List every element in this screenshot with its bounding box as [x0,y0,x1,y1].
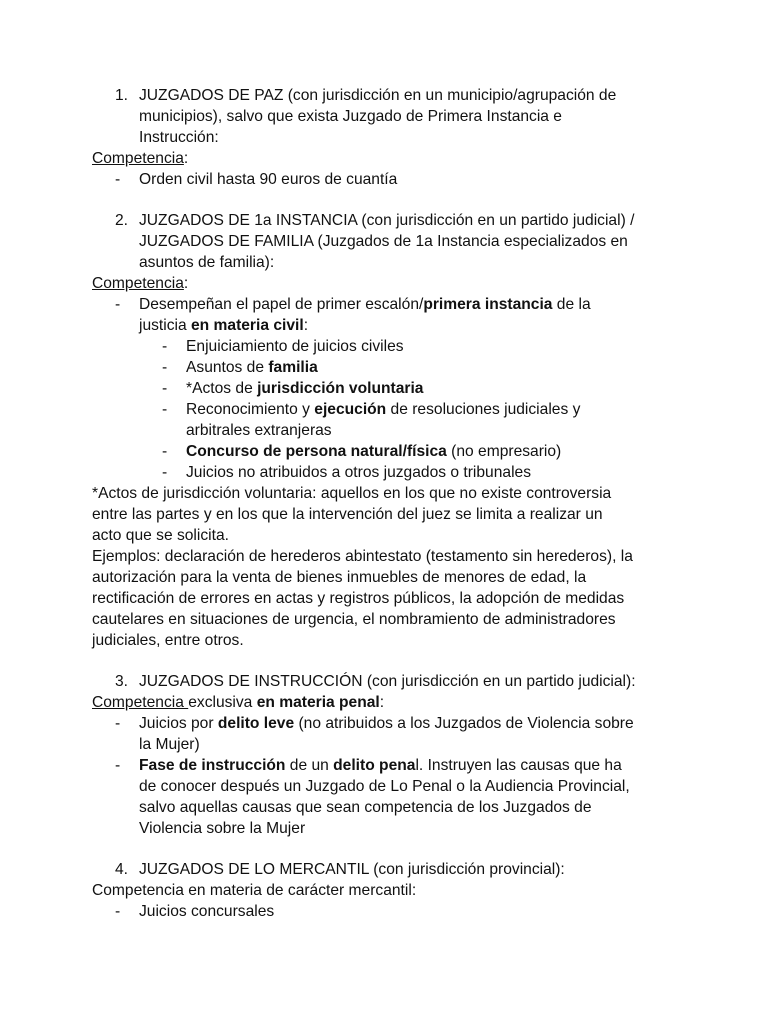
list-number: 2. [115,212,129,229]
text-line-s2-b1b [139,316,308,337]
bold-text: primera instancia [423,296,553,313]
text-run: exclusiva [188,694,257,711]
text-line-s3-b2d [139,819,305,840]
text-run: : [303,317,309,334]
text-run: Enjuiciamiento de juicios civiles [186,338,404,355]
text-run: Competencia en materia de carácter mercantil: [92,882,417,899]
text-line-s1-comp [92,149,188,170]
text-run: salvo aquellas causas que sean competencia de los Juzgados de [139,799,592,816]
bullet-dash: - [162,464,168,481]
text-run: Desempeñan el papel de primer escalón/ [139,296,424,313]
text-run: : [183,150,189,167]
text-line-s3-b2b [139,777,630,798]
text-run: Instrucción: [139,129,219,146]
text-run: JUZGADOS DE PAZ (con jurisdicción en un municipio/agrupación de [139,87,617,104]
bold-text: en materia civil [191,317,304,334]
text-run: arbitrales extranjeras [186,422,332,439]
text-line-s1-t3 [139,128,219,149]
text-line-s1-t2 [139,107,562,128]
text-line-s2-e4 [92,610,616,631]
text-line-s2-n3 [92,526,229,547]
text-run: : [183,275,189,292]
text-run: Juicios por [139,715,218,732]
text-run: Orden civil hasta 90 euros de cuantía [139,171,398,188]
text-line-s3-b2c [139,798,592,819]
text-line-s2-sb4b [186,421,332,442]
underlined-text: Competencia [92,694,189,711]
text-line-s2-e3 [92,589,624,610]
text-run: Asuntos de [186,359,269,376]
text-line-s4-t1 [139,860,565,881]
list-number: 3. [115,673,129,690]
text-line-s4-comp [92,881,416,902]
text-run: cautelares en situaciones de urgencia, el nombramiento de administradores [92,611,616,628]
text-run: Juicios concursales [139,903,275,920]
bullet-dash: - [162,359,168,376]
text-run: Violencia sobre la Mujer [139,820,306,837]
text-run: de la [552,296,591,313]
bold-text: Concurso de persona natural/física [186,443,447,460]
text-run: *Actos de [186,380,258,397]
text-line-s2-t2 [139,232,628,253]
text-run: l. Instruyen las causas que ha [415,757,622,774]
text-line-s2-sb4a [186,400,580,421]
text-line-s1-b1 [139,170,397,191]
text-run: justicia [139,317,191,334]
bullet-dash: - [115,296,121,313]
bullet-dash: - [162,443,168,460]
text-run: (no empresario) [446,443,562,460]
text-line-s3-b1b [139,735,200,756]
text-run: : [379,694,385,711]
bold-text: Fase de instrucción [139,757,286,774]
text-line-s3-t1 [139,672,636,693]
bold-text: delito pena [333,757,416,774]
bold-text: jurisdicción voluntaria [257,380,424,397]
text-line-s4-b1 [139,902,274,923]
text-run: *Actos de jurisdicción voluntaria: aquellos en los que no existe controversia [92,485,612,502]
bullet-dash: - [162,380,168,397]
text-run: JUZGADOS DE LO MERCANTIL (con jurisdicción provincial): [139,861,565,878]
bold-text: delito leve [217,715,295,732]
bullet-dash: - [115,757,121,774]
text-line-s3-comp [92,693,384,714]
bold-text: ejecución [314,401,387,418]
text-line-s2-comp [92,274,188,295]
text-run: asuntos de familia): [139,254,275,271]
bullet-dash: - [162,401,168,418]
text-run: (no atribuidos a los Juzgados de Violencia sobre [294,715,634,732]
text-run: acto que se solicita. [92,527,229,544]
text-run: Reconocimiento y [186,401,315,418]
list-number: 1. [115,87,129,104]
text-run: municipios), salvo que exista Juzgado de Primera Instancia e [139,108,562,125]
bullet-dash: - [115,903,121,920]
text-line-s2-sb3 [186,379,423,400]
text-run: la Mujer) [139,736,200,753]
text-line-s2-t1 [139,211,634,232]
bullet-dash: - [115,715,121,732]
bold-text: familia [268,359,318,376]
text-run: JUZGADOS DE FAMILIA (Juzgados de 1a Instancia especializados en [139,233,628,250]
text-run: rectificación de errores en actas y registros públicos, la adopción de medidas [92,590,625,607]
bullet-dash: - [115,171,121,188]
text-run: Ejemplos: declaración de herederos abintestato (testamento sin herederos), la [92,548,633,565]
text-run: autorización para la venta de bienes inmuebles de menores de edad, la [92,569,587,586]
bold-text: en materia penal [256,694,380,711]
text-run: judiciales, entre otros. [92,632,244,649]
text-line-s2-sb2 [186,358,318,379]
underlined-text: Competencia [92,150,184,167]
text-run: JUZGADOS DE 1a INSTANCIA (con jurisdicción en un partido judicial) / [139,212,635,229]
text-run: de un [285,757,334,774]
text-line-s3-b2a [139,756,622,777]
text-run: de conocer después un Juzgado de Lo Penal o la Audiencia Provincial, [139,778,630,795]
text-line-s2-t3 [139,253,274,274]
bullet-dash: - [162,338,168,355]
text-line-s2-e1 [92,547,633,568]
text-line-s3-b1a [139,714,634,735]
underlined-text: Competencia [92,275,184,292]
text-line-s2-b1a [139,295,591,316]
text-line-s2-e2 [92,568,586,589]
text-line-s2-n1 [92,484,611,505]
text-line-s1-t1 [139,86,616,107]
text-line-s2-e5 [92,631,244,652]
text-line-s2-sb5 [186,442,561,463]
text-line-s2-sb6 [186,463,531,484]
text-run: JUZGADOS DE INSTRUCCIÓN (con jurisdicción en un partido judicial): [139,673,636,690]
text-line-s2-sb1 [186,337,404,358]
text-run: de resoluciones judiciales y [386,401,581,418]
list-number: 4. [115,861,129,878]
text-run: Juicios no atribuidos a otros juzgados o tribunales [186,464,531,481]
text-run: entre las partes y en los que la intervención del juez se limita a realizar un [92,506,603,523]
text-line-s2-n2 [92,505,603,526]
